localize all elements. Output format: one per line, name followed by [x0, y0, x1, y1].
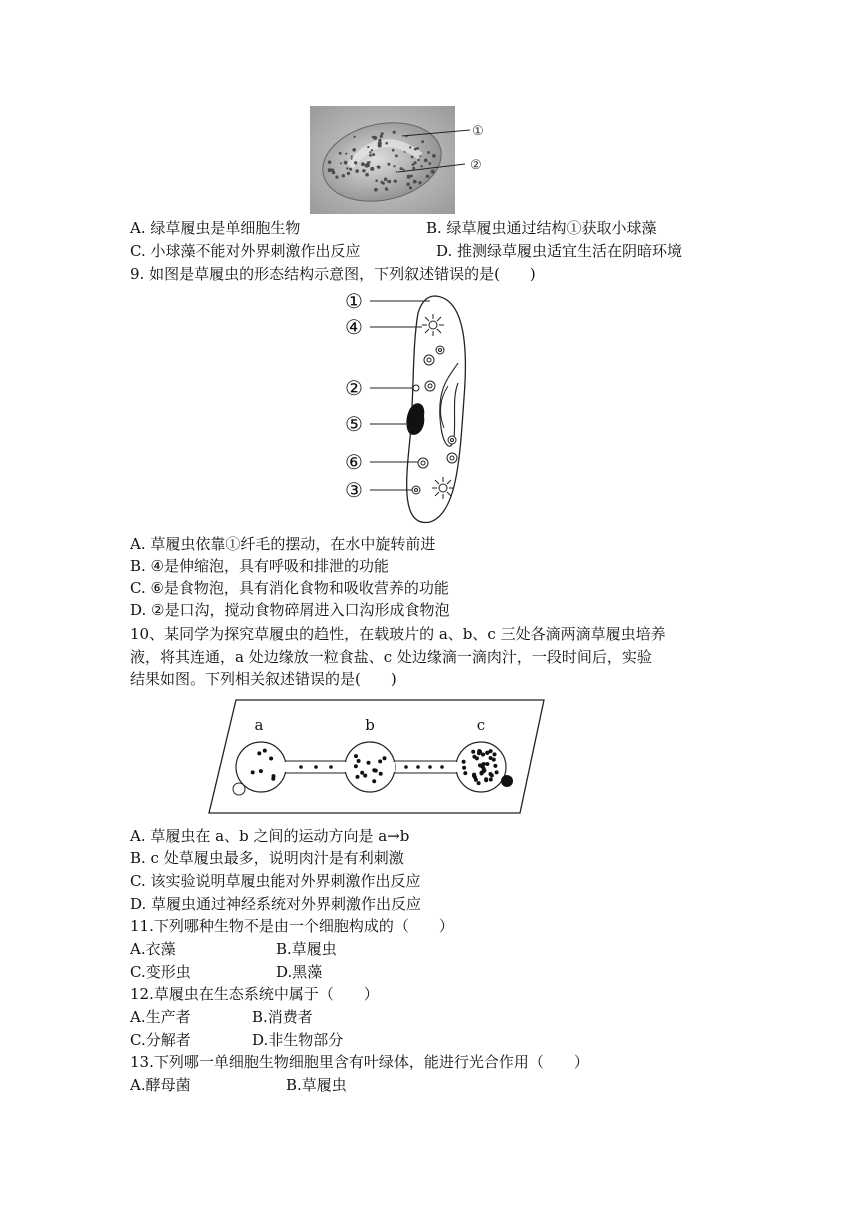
- micrograph-granule: [373, 136, 377, 140]
- paramecium-dot: [269, 757, 273, 761]
- micrograph-granule: [353, 136, 355, 138]
- q12-option-c: C.分解者: [130, 1031, 191, 1049]
- micrograph-granule: [403, 169, 405, 171]
- paramecium-dot: [356, 775, 360, 779]
- micrograph-granule: [404, 151, 406, 153]
- q10-stem-line-1: 10、某同学为探究草履虫的趋性，在载玻片的 a、b、c 三处各滴两滴草履虫培养: [130, 625, 666, 643]
- q9-option-b: B. ④是伸缩泡，具有呼吸和排泄的功能: [130, 557, 390, 575]
- micrograph-granule: [393, 131, 396, 134]
- micrograph-granule: [395, 155, 398, 158]
- q13-option-a: A.酵母菌: [130, 1076, 191, 1094]
- micrograph-granule: [406, 183, 409, 186]
- drop-label-b: b: [365, 716, 375, 734]
- q9-stem: 9. 如图是草履虫的形态结构示意图，下列叙述错误的是( ): [130, 265, 536, 283]
- q9-option-a: A. 草履虫依靠①纤毛的摆动，在水中旋转前进: [130, 535, 436, 553]
- paramecium-dot: [481, 753, 485, 757]
- paramecium-dot: [272, 774, 276, 778]
- micrograph-granule: [411, 156, 414, 159]
- q8-option-a: A. 绿草履虫是单细胞生物: [130, 219, 301, 237]
- micrograph-granule: [355, 169, 359, 173]
- micrograph-granule: [380, 181, 383, 184]
- paramecium-dot: [477, 749, 481, 753]
- diagram-label-1: ①: [345, 289, 363, 313]
- q11-option-c: C.变形虫: [130, 963, 191, 981]
- paramecium-dot: [259, 769, 263, 773]
- micrograph-granule: [347, 172, 350, 175]
- micrograph-granule: [375, 179, 378, 182]
- paramecium-dot: [354, 764, 358, 768]
- micrograph-granule: [427, 176, 429, 178]
- paramecium-dot: [360, 771, 364, 775]
- micrograph-granule: [426, 159, 428, 161]
- paramecium-dot: [263, 749, 267, 753]
- micrograph-granule: [365, 173, 369, 177]
- paramecium-dot: [372, 779, 376, 783]
- paramecium-dot: [379, 772, 383, 776]
- micrograph-granule: [349, 168, 352, 171]
- micrograph-granule: [387, 181, 389, 183]
- micrograph-granule: [354, 161, 357, 164]
- micrograph-granule: [369, 154, 372, 157]
- q8-option-b: B. 绿草履虫通过结构①获取小球藻: [426, 219, 657, 237]
- micrograph-granule: [351, 158, 353, 160]
- micrograph-granule: [342, 174, 345, 177]
- q8-option-d: D. 推测绿草履虫适宜生活在阴暗环境: [436, 242, 683, 260]
- micrograph-granule: [335, 176, 338, 179]
- micrograph-granule: [414, 148, 417, 151]
- micrograph-granule: [377, 166, 379, 168]
- paramecium-dot: [475, 756, 479, 760]
- paramecium-dot: [489, 772, 493, 776]
- paramecium-dot: [251, 770, 255, 774]
- paramecium-dot: [383, 756, 387, 760]
- paramecium-dot: [481, 770, 485, 774]
- micrograph-granule: [381, 132, 384, 135]
- diagram-label-6: ⑥: [345, 450, 363, 474]
- micrograph-granule: [369, 151, 371, 153]
- micrograph-granule: [410, 175, 413, 178]
- q11-stem: 11.下列哪种生物不是由一个细胞构成的（ ）: [130, 917, 454, 935]
- paramecium-dot: [472, 773, 476, 777]
- micrograph-granule: [351, 156, 353, 158]
- micrograph-granule: [407, 175, 411, 179]
- micrograph-granule: [328, 161, 331, 164]
- drop-label-c: c: [476, 716, 486, 734]
- q10-option-a: A. 草履虫在 a、b 之间的运动方向是 a→b: [130, 827, 410, 845]
- q10-option-d: D. 草履虫通过神经系统对外界刺激作出反应: [130, 895, 422, 913]
- micrograph-granule: [367, 146, 369, 148]
- paramecium-dot: [462, 766, 466, 770]
- micrograph-granule: [371, 149, 373, 151]
- paramecium-micrograph: [310, 106, 500, 214]
- micrograph-granule: [400, 167, 403, 170]
- micrograph-granule: [362, 169, 365, 172]
- micrograph-granule: [419, 155, 421, 157]
- micrograph-granule: [378, 141, 382, 145]
- diagram-label-2: ②: [345, 376, 363, 400]
- slide-experiment-diagram: [206, 697, 548, 817]
- q10-stem-line-2: 液，将其连通，a 处边缘放一粒食盐、c 处边缘滴一滴肉汁，一段时间后，实验: [130, 648, 652, 666]
- paramecium-dot: [489, 778, 493, 782]
- paramecium-dot: [404, 765, 408, 769]
- paramecium-dot: [372, 768, 376, 772]
- micrograph-granule: [427, 151, 430, 154]
- micrograph-granule: [344, 161, 348, 165]
- q12-option-d: D.非生物部分: [252, 1031, 344, 1049]
- micrograph-granule: [352, 148, 356, 152]
- paramecium-dot: [495, 770, 499, 774]
- q9-option-c: C. ⑥是食物泡，具有消化食物和吸收营养的功能: [130, 579, 449, 597]
- q12-option-a: A.生产者: [130, 1008, 191, 1026]
- micrograph-label-2: ②: [470, 158, 482, 173]
- paramecium-dot: [378, 759, 382, 763]
- micrograph-granule: [413, 161, 416, 164]
- q11-option-a: A.衣藻: [130, 940, 176, 958]
- micrograph-granule: [346, 167, 348, 169]
- micrograph-granule: [380, 135, 383, 138]
- micrograph-granule: [345, 153, 347, 155]
- q8-option-c: C. 小球藻不能对外界刺激作出反应: [130, 242, 361, 260]
- paramecium-dot: [485, 751, 489, 755]
- q11-option-b: B.草履虫: [276, 940, 337, 958]
- micrograph-granule: [393, 165, 395, 167]
- paramecium-dot: [329, 765, 333, 769]
- micrograph-granule: [332, 171, 336, 175]
- micrograph-granule: [416, 147, 419, 150]
- q10-option-c: C. 该实验说明草履虫能对外界刺激作出反应: [130, 872, 421, 890]
- micrograph-granule: [372, 153, 375, 156]
- paramecium-dot: [485, 762, 489, 766]
- paramecium-dot: [489, 756, 493, 760]
- paramecium-dot: [428, 765, 432, 769]
- q13-option-b: B.草履虫: [286, 1076, 347, 1094]
- micrograph-granule: [340, 162, 342, 164]
- paramecium-dot: [477, 781, 481, 785]
- q11-option-d: D.黑藻: [276, 963, 323, 981]
- diagram-label-4: ④: [345, 315, 363, 339]
- paramecium-dot: [489, 749, 493, 753]
- paramecium-dot: [367, 761, 371, 765]
- q9-option-d: D. ②是口沟，搅动食物碎屑进入口沟形成食物泡: [130, 601, 450, 619]
- paramecium-dot: [493, 752, 497, 756]
- micrograph-granule: [328, 168, 332, 172]
- micrograph-granule: [385, 142, 388, 145]
- micrograph-granule: [392, 149, 395, 152]
- micrograph-granule: [370, 167, 374, 171]
- micrograph-granule: [428, 162, 431, 165]
- paramecium-dot: [484, 778, 488, 782]
- diagram-label-3: ③: [345, 478, 363, 502]
- micrograph-granule: [421, 140, 424, 143]
- q10-stem-line-3: 结果如图。下列相关叙述错误的是( ): [130, 670, 397, 688]
- micrograph-granule: [384, 178, 388, 182]
- paramecium-dot: [474, 778, 478, 782]
- diagram-label-5: ⑤: [345, 412, 363, 436]
- micrograph-granule: [418, 181, 421, 184]
- paramecium-dot: [363, 774, 367, 778]
- micrograph-granule: [413, 180, 417, 184]
- micrograph-granule: [366, 163, 370, 167]
- paramecium-dot: [440, 765, 444, 769]
- micrograph-granule: [409, 186, 412, 189]
- paramecium-dot: [357, 759, 361, 763]
- micrograph-granule: [417, 159, 419, 161]
- paramecium-dot: [462, 760, 466, 764]
- q12-stem: 12.草履虫在生态系统中属于（ ）: [130, 985, 379, 1003]
- micrograph-granule: [339, 152, 342, 155]
- micrograph-granule: [387, 163, 390, 166]
- paramecium-dot: [471, 750, 475, 754]
- q12-option-b: B.消费者: [252, 1008, 313, 1026]
- micrograph-granule: [378, 139, 381, 142]
- micrograph-granule: [396, 171, 398, 173]
- micrograph-granule: [394, 180, 397, 183]
- paramecium-dot: [416, 765, 420, 769]
- micrograph-granule: [420, 165, 422, 167]
- micrograph-label-1: ①: [472, 124, 484, 139]
- paramecium-dot: [257, 751, 261, 755]
- q13-stem: 13.下列哪一单细胞生物细胞里含有叶绿体，能进行光合作用（ ）: [130, 1053, 589, 1071]
- micrograph-granule: [432, 154, 436, 158]
- drop-label-a: a: [254, 716, 264, 734]
- paramecium-dot: [299, 765, 303, 769]
- micrograph-granule: [431, 170, 435, 174]
- paramecium-dot: [354, 754, 358, 758]
- micrograph-granule: [412, 167, 415, 170]
- q10-option-b: B. c 处草履虫最多，说明肉汁是有利刺激: [130, 849, 404, 867]
- micrograph-granule: [386, 188, 389, 191]
- paramecium-dot: [314, 765, 318, 769]
- micrograph-granule: [361, 162, 365, 166]
- micrograph-granule: [409, 146, 411, 148]
- micrograph-granule: [374, 188, 378, 192]
- paramecium-dot: [463, 771, 467, 775]
- paramecium-dot: [493, 764, 497, 768]
